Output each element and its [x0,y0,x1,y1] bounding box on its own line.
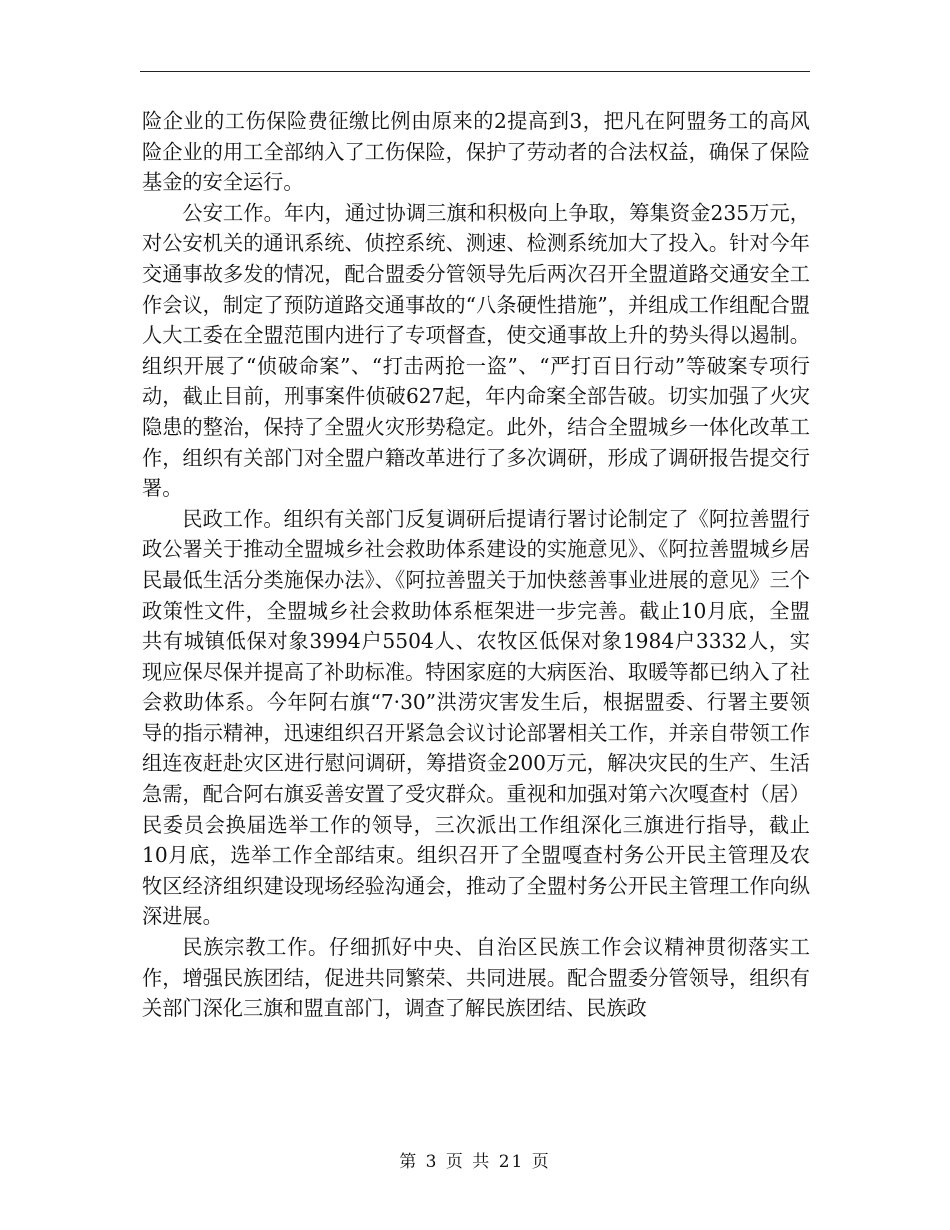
paragraph-insurance-continuation: 险企业的工伤保险费征缴比例由原来的2提高到3，把凡在阿盟务工的高风险企业的用工全部纳入了工伤保险，保护了劳动者的合法权益，确保了保险基金的安全运行。 [142,109,810,195]
paragraph-ethnic-religious: 民族宗教工作。仔细抓好中央、自治区民族工作会议精神贯彻落实工作，增强民族团结，促进共同繁荣、共同进展。配合盟委分管领导，组织有关部门深化三旗和盟直部门，调查了解民族团结、民族政 [142,935,810,1021]
page-footer: 第 3 页 共 21 页 [399,1152,551,1172]
paragraph-public-security: 公安工作。年内，通过协调三旗和积极向上争取，筹集资金235万元，对公安机关的通讯系统、侦控系统、测速、检测系统加大了投入。针对今年交通事故多发的情况，配合盟委分管领导先后两次召开全盟道路交通安全工作会议，制定了预防道路交通事故的“八条硬性措施”，并组成工作组配合盟人大工委在全盟范围内进行了专项督查，使交通事故上升的势头得以遏制。组织开展了“侦破命案”、“打击两抢一盗”、“严打百日行动”等破案专项行动，截止目前，刑事案件侦破627起，年内命案全部告破。切实加强了火灾隐患的整治，保持了全盟火灾形势稳定。此外，结合全盟城乡一体化改革工作，组织有关部门对全盟户籍改革进行了多次调研，形成了调研报告提交行署。 [142,200,810,501]
body-text [142,106,810,1024]
header-rule [140,71,810,72]
paragraph-civil-affairs: 民政工作。组织有关部门反复调研后提请行署讨论制定了《阿拉善盟行政公署关于推动全盟城乡社会救助体系建设的实施意见》、《阿拉善盟城乡居民最低生活分类施保办法》、《阿拉善盟关于加快慈善事业进展的意见》三个政策性文件，全盟城乡社会救助体系框架进一步完善。截止10月底，全盟共有城镇低保对象3994户5504人、农牧区低保对象1984户3332人，实现应保尽保并提高了补助标准。特困家庭的大病医治、取暖等都已纳入了社会救助体系。今年阿右旗“7·30”洪涝灾害发生后，根据盟委、行署主要领导的指示精神，迅速组织召开紧急会议讨论部署相关工作，并亲自带领工作组连夜赶赴灾区进行慰问调研，筹措资金200万元，解决灾民的生产、生活急需，配合阿右旗妥善安置了受灾群众。重视和加强对第六次嘎查村（居）民委员会换届选举工作的领导，三次派出工作组深化三旗进行指导，截止10月底，选举工作全部结束。组织召开了全盟嘎查村务公开民主管理及农牧区经济组织建设现场经验沟通会，推动了全盟村务公开民主管理工作向纵深进展。 [142,506,810,929]
